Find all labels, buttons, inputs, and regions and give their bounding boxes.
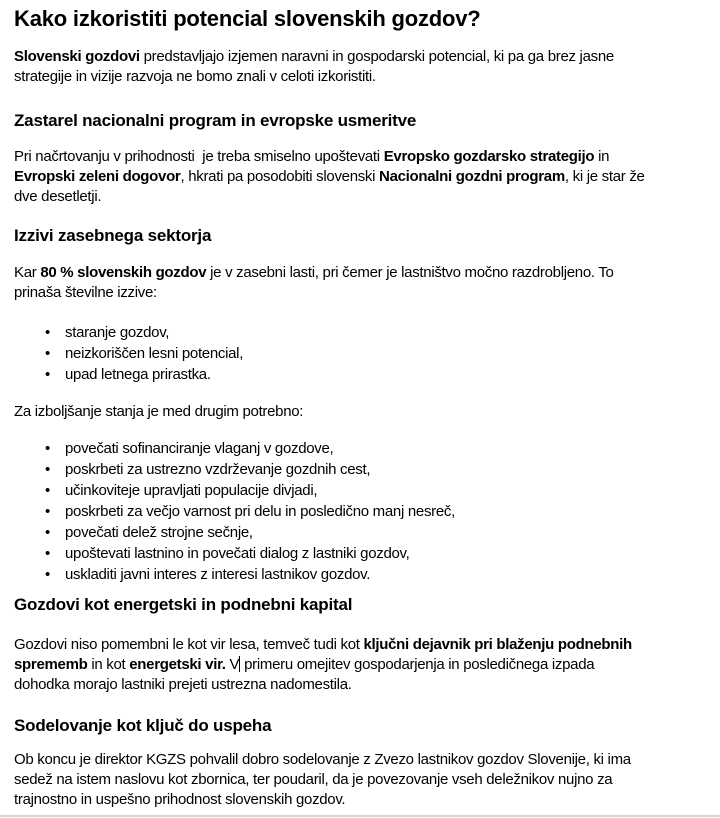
bold-text-run: Slovenski gozdovi [14,48,140,65]
text-run: Pri načrtovanju v prihodnosti je treba smiselno upoštevati [14,148,384,165]
paragraph[interactable] [14,402,714,422]
text-run: Kako izkoristiti potencial slovenskih gozdov? [14,6,481,31]
text-run: V [225,656,240,673]
section-heading[interactable] [14,714,714,737]
list-item[interactable] [65,522,714,543]
text-run: dve desetletji. [14,188,102,205]
text-run: Gozdovi niso pomembni le kot vir lesa, temveč tudi kot [14,636,364,653]
text-run: primeru omejitev gospodarjenja in posledičnega izpada [240,656,595,673]
section-heading[interactable] [14,109,714,132]
text-run: Izzivi zasebnega sektorja [14,226,212,245]
list-item[interactable] [65,364,714,385]
bold-text-run: Nacionalni gozdni program [379,168,565,185]
paragraph[interactable] [14,263,714,303]
text-run: , ki je star že [564,168,645,185]
text-run: povečati sofinanciranje vlaganj v gozdove, [65,440,334,457]
section-heading[interactable] [14,593,714,616]
text-run: Kar [14,264,41,281]
text-run: neizkoriščen lesni potencial, [65,345,244,362]
text-run: staranje gozdov, [65,324,170,341]
text-run: trajnostno in uspešno prihodnost slovenskih gozdov. [14,791,346,808]
text-run: poskrbeti za večjo varnost pri delu in posledično manj nesreč, [65,503,455,520]
text-run: Ob koncu je direktor KGZS pohvalil dobro sodelovanje z Zvezo lastnikov gozdov Slovenije, ki ima [14,751,631,768]
section-heading[interactable] [14,224,714,247]
text-run: upoštevati lastnino in povečati dialog z lastniki gozdov, [65,545,410,562]
text-run: Gozdovi kot energetski in podnebni kapital [14,595,353,614]
text-run: prinaša številne izzive: [14,284,157,301]
text-run: upad letnega prirastka. [65,366,211,383]
paragraph[interactable] [14,635,714,695]
list-item[interactable] [65,343,714,364]
bold-text-run: Evropski zeleni dogovor [14,168,181,185]
bullet-list [14,322,714,385]
text-run: in [594,148,610,165]
text-run: dohodka morajo lastniki prejeti ustrezna nadomestila. [14,676,352,693]
text-run: , hkrati pa posodobiti slovenski [180,168,380,185]
list-item[interactable] [65,543,714,564]
bold-text-run: ključni dejavnik pri blaženju podnebnih [363,636,632,653]
list-item[interactable] [65,501,714,522]
paragraph[interactable] [14,147,714,207]
text-run: sedež na istem naslovu kot zbornica, ter poudaril, da je povezovanje vseh deležnikov nujno za [14,771,613,788]
bold-text-run: energetski vir. [129,656,226,673]
text-run: Sodelovanje kot ključ do uspeha [14,716,272,735]
text-run: in kot [87,656,130,673]
text-run: je v zasebni lasti, pri čemer je lastništvo močno razdrobljeno. To [206,264,614,281]
paragraph[interactable] [14,47,714,87]
text-run: strategije in vizije razvoja ne bomo znali v celoti izkoristiti. [14,68,376,85]
paragraph[interactable] [14,750,714,810]
list-item[interactable] [65,564,714,585]
list-item[interactable] [65,438,714,459]
text-run: predstavljajo izjemen naravni in gospodarski potencial, ki pa ga brez jasne [139,48,614,65]
document-title[interactable] [14,5,714,33]
text-run: Za izboljšanje stanja je med drugim potrebno: [14,403,304,420]
bold-text-run: 80 % slovenskih gozdov [40,264,207,281]
bullet-list [14,438,714,585]
text-run: Zastarel nacionalni program in evropske usmeritve [14,111,417,130]
text-run: uskladiti javni interes z interesi lastnikov gozdov. [65,566,371,583]
text-run: poskrbeti za ustrezno vzdrževanje gozdnih cest, [65,461,371,478]
text-run: povečati delež strojne sečnje, [65,524,253,541]
bold-text-run: Evropsko gozdarsko strategijo [383,148,595,165]
list-item[interactable] [65,480,714,501]
document-body[interactable] [14,5,714,810]
list-item[interactable] [65,459,714,480]
bold-text-run: sprememb [14,656,88,673]
page-bottom-border [0,815,720,817]
text-run: učinkoviteje upravljati populacije divjadi, [65,482,318,499]
list-item[interactable] [65,322,714,343]
